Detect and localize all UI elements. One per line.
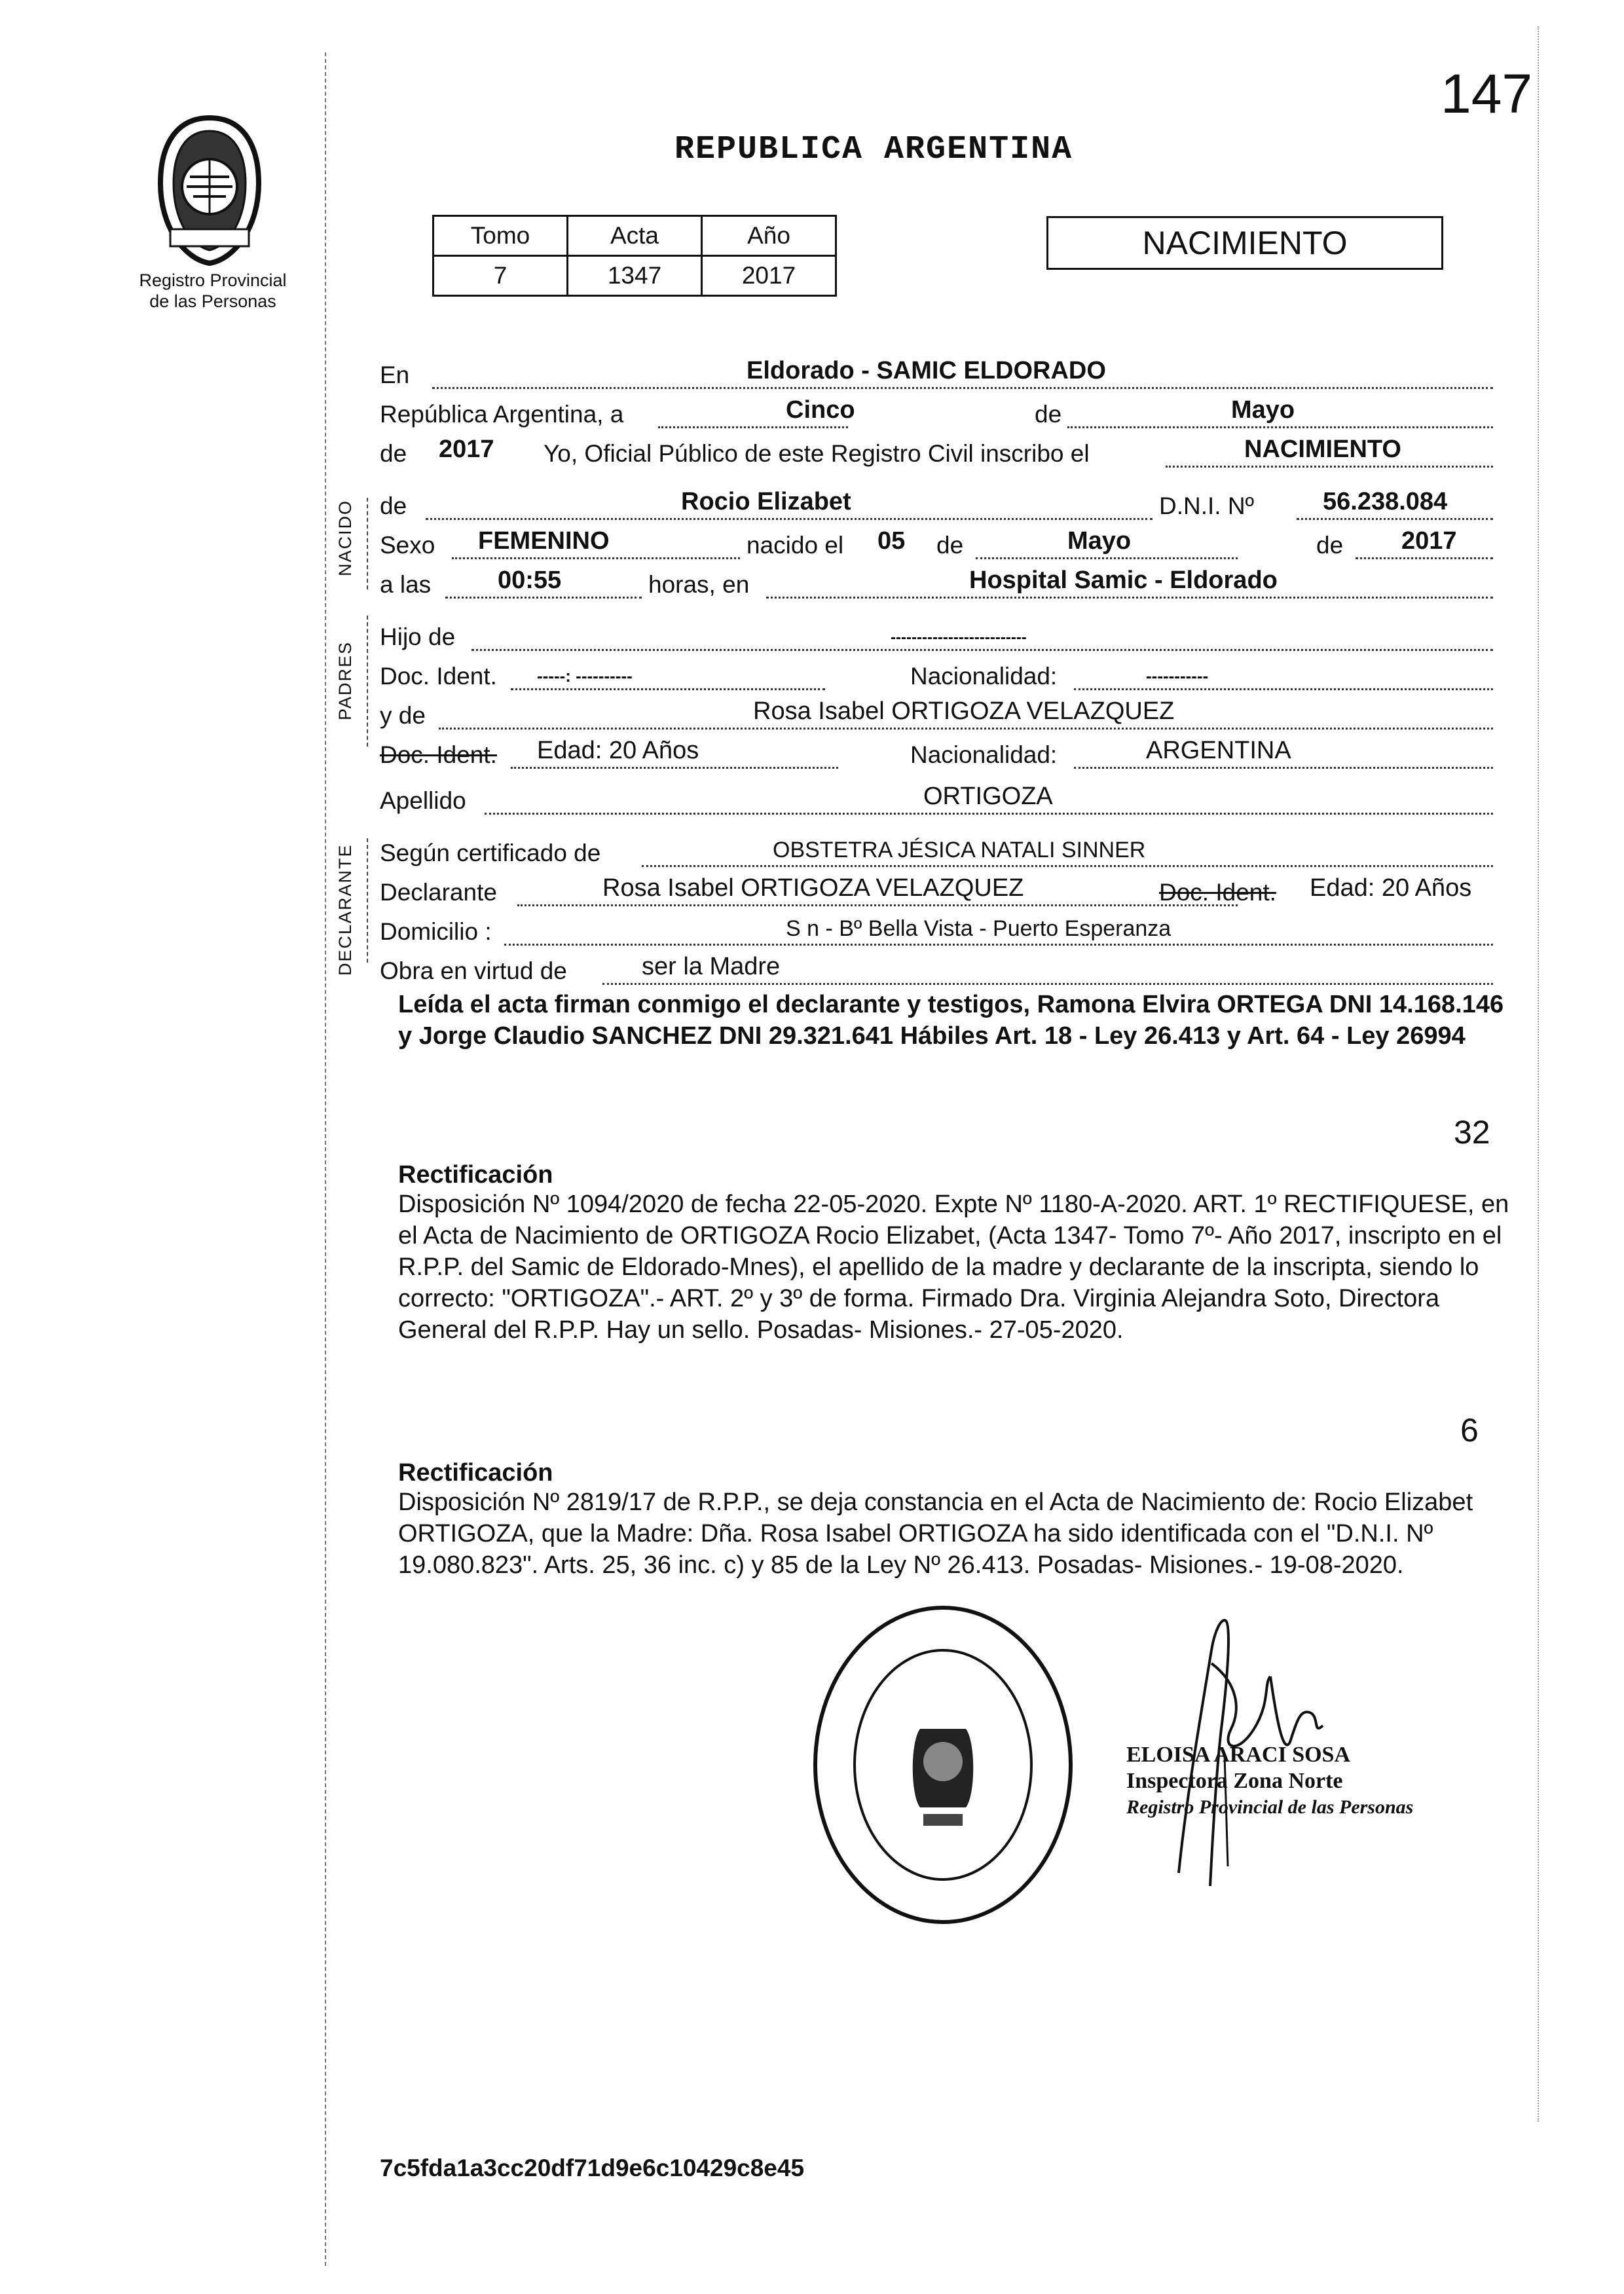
anio-header: Año xyxy=(702,216,836,256)
dots xyxy=(471,647,1493,651)
dots xyxy=(1356,555,1493,559)
row-hora xyxy=(380,563,1506,602)
rect2-text: Disposición Nº 2819/17 de R.P.P., se deja constancia en el Acta de Nacimiento de: Rocio Elizabet ORTIGOZA, que la Madre: Dña. Rosa Isabel ORTIGOZA ha sido identificada con el "D.N.I. Nº 19.080.823". Arts. 25, 36 inc. c) y 85 de la Ley Nº 26.413. Posadas- Misiones.- 19-08-2020. xyxy=(398,1489,1473,1579)
province-seal-icon xyxy=(151,111,268,275)
tomo-value: 7 xyxy=(434,256,568,296)
registry-caption-line2: de las Personas xyxy=(149,291,276,311)
signature-icon xyxy=(1074,1559,1414,1899)
month-value: Mayo xyxy=(1231,396,1295,424)
docident3-label: Doc. Ident. xyxy=(1159,879,1276,906)
acta-header: Acta xyxy=(568,216,702,256)
declarante-label: Declarante xyxy=(380,879,497,906)
dots xyxy=(1074,686,1493,690)
apellido-label: Apellido xyxy=(380,787,466,814)
inspector-name: ELOISA ARACI SOSA xyxy=(1126,1743,1351,1767)
row-sexo xyxy=(380,524,1506,563)
sexo-label: Sexo xyxy=(380,532,435,559)
dots xyxy=(511,686,825,690)
en-value: Eldorado - SAMIC ELDORADO xyxy=(747,357,1106,384)
tomo-header: Tomo xyxy=(434,216,568,256)
dots xyxy=(485,811,1493,815)
inspector-role: Inspectora Zona Norte xyxy=(1126,1769,1343,1793)
document-title: REPUBLICA ARGENTINA xyxy=(674,131,1073,168)
acta-value: 1347 xyxy=(568,256,702,296)
edad2-value: Edad: 20 Años xyxy=(1310,874,1472,902)
inscribo-value: NACIMIENTO xyxy=(1244,435,1401,463)
day-value: Cinco xyxy=(786,396,855,424)
nacido-month: Mayo xyxy=(1067,527,1132,555)
nac-value: ----------- xyxy=(1146,666,1209,686)
side-label-padres: PADRES xyxy=(335,640,355,720)
obra-label: Obra en virtud de xyxy=(380,957,567,984)
alas-label: a las xyxy=(380,571,432,598)
dots xyxy=(1166,464,1493,468)
de3-label: de xyxy=(380,492,407,519)
dni-label: D.N.I. Nº xyxy=(1159,492,1255,519)
dots xyxy=(445,595,642,599)
domicilio-label: Domicilio : xyxy=(380,918,492,945)
dots xyxy=(1067,424,1493,428)
row-madre xyxy=(380,694,1506,733)
segun-value: OBSTETRA JÉSICA NATALI SINNER xyxy=(773,838,1146,862)
dots xyxy=(766,595,1493,599)
nacido-day: 05 xyxy=(877,527,906,555)
dni-value: 56.238.084 xyxy=(1323,488,1448,515)
dots xyxy=(426,516,1153,520)
hijo-label: Hijo de xyxy=(380,623,456,650)
declarante-value: Rosa Isabel ORTIGOZA VELAZQUEZ xyxy=(602,874,1024,902)
dots xyxy=(439,726,1493,730)
row-segun xyxy=(380,832,1506,871)
row-docident2 xyxy=(380,733,1506,773)
declarante-bar xyxy=(367,838,368,963)
en-label: En xyxy=(380,361,410,388)
rect2-number: 6 xyxy=(1460,1412,1479,1449)
obra-value: ser la Madre xyxy=(642,953,781,980)
de5-label: de xyxy=(1316,532,1344,559)
row-domicilio xyxy=(380,910,1506,950)
yo-text: Yo, Oficial Público de este Registro Civil inscribo el xyxy=(544,440,1090,467)
docident2-label: Doc. Ident. xyxy=(380,741,497,768)
rep-label: República Argentina, a xyxy=(380,401,624,428)
de-label: de xyxy=(1035,401,1062,428)
dots xyxy=(511,765,838,769)
left-margin-line xyxy=(325,52,326,2266)
dots xyxy=(658,424,848,428)
official-stamp-icon xyxy=(805,1598,1080,1932)
tomo-table xyxy=(432,215,837,297)
domicilio-value: S n - Bº Bella Vista - Puerto Esperanza xyxy=(786,916,1172,941)
leida-paragraph: Leída el acta firman conmigo el declarante y testigos, Ramona Elvira ORTEGA DNI 14.168.146 y Jorge Claudio SANCHEZ DNI 29.321.641 Hábiles Art. 18 - Ley 26.413 y Art. 64 - Ley 26994 xyxy=(398,991,1504,1050)
nacido-label: nacido el xyxy=(747,532,844,559)
nombre-value: Rocio Elizabet xyxy=(681,488,851,515)
de2-label: de xyxy=(380,440,407,467)
document-hash: 7c5fda1a3cc20df71d9e6c10429c8e45 xyxy=(380,2155,805,2181)
row-en xyxy=(380,354,1506,393)
act-type-box: NACIMIENTO xyxy=(1046,216,1443,270)
row-anio xyxy=(380,432,1506,472)
edad-value: Edad: 20 Años xyxy=(537,737,699,764)
dots xyxy=(432,385,1493,389)
rect1-text: Disposición Nº 1094/2020 de fecha 22-05-2020. Expte Nº 1180-A-2020. ART. 1º RECTIFIQUESE, en el Acta de Nacimiento de ORTIGOZA Rocio Elizabet, (Acta 1347- Tomo 7º- Año 2017, inscripto en el R.P.P. del Samic de Eldorado-Mnes), el apellido de la madre y declarante de la inscripta, siendo lo correcto: "ORTIGOZA".- ART. 2º y 3º de forma. Firmado Dra. Virginia Alejandra Soto, Directora General del R.P.P. Hay un sello. Posadas- Misiones.- 27-05-2020. xyxy=(398,1191,1509,1344)
anio-value: 2017 xyxy=(702,256,836,296)
docident-value: -----: ---------- xyxy=(537,666,633,686)
row-apellido xyxy=(380,779,1506,819)
horas-label: horas, en xyxy=(648,571,750,598)
rect2-title: Rectificación xyxy=(398,1459,553,1487)
yde-label: y de xyxy=(380,702,426,729)
dots xyxy=(1297,516,1493,520)
inspector-office: Registro Provincial de las Personas xyxy=(1126,1796,1414,1818)
registry-caption-line1: Registro Provincial xyxy=(139,270,287,290)
apellido-value: ORTIGOZA xyxy=(923,783,1053,810)
dots xyxy=(452,555,740,559)
year-value: 2017 xyxy=(439,435,494,463)
dots xyxy=(504,942,1493,946)
nac2-value: ARGENTINA xyxy=(1146,737,1291,764)
row-hijo xyxy=(380,616,1506,655)
right-margin-line xyxy=(1538,26,1539,2122)
rect1-title: Rectificación xyxy=(398,1161,553,1189)
dots xyxy=(1074,765,1493,769)
row-docident xyxy=(380,655,1506,694)
segun-label: Según certificado de xyxy=(380,840,601,866)
rect1-number: 32 xyxy=(1454,1114,1490,1151)
nac2-label: Nacionalidad: xyxy=(910,741,1058,768)
side-label-nacido: NACIDO xyxy=(335,499,355,576)
docident-label: Doc. Ident. xyxy=(380,663,497,690)
sexo-value: FEMENINO xyxy=(478,527,610,555)
dots xyxy=(642,863,1493,867)
lugar-value: Hospital Samic - Eldorado xyxy=(969,566,1278,594)
row-obra xyxy=(380,950,1506,989)
hijo-value: -------------------------- xyxy=(891,629,1027,646)
registry-caption xyxy=(118,270,308,312)
nacido-year: 2017 xyxy=(1401,527,1457,555)
row-republica xyxy=(380,393,1506,432)
dots xyxy=(976,555,1238,559)
hora-value: 00:55 xyxy=(498,566,562,594)
padres-bar xyxy=(367,616,368,747)
page-number: 147 xyxy=(1441,63,1533,124)
inspector-block xyxy=(1126,1742,1454,1821)
side-label-declarante: DECLARANTE xyxy=(335,843,355,976)
madre-value: Rosa Isabel ORTIGOZA VELAZQUEZ xyxy=(753,697,1175,725)
row-declarante xyxy=(380,871,1506,910)
dots xyxy=(517,902,1238,906)
nac-label: Nacionalidad: xyxy=(910,663,1058,690)
de4-label: de xyxy=(936,532,964,559)
nacido-bar xyxy=(367,498,368,589)
dots xyxy=(602,981,1493,985)
row-nombre xyxy=(380,485,1506,524)
